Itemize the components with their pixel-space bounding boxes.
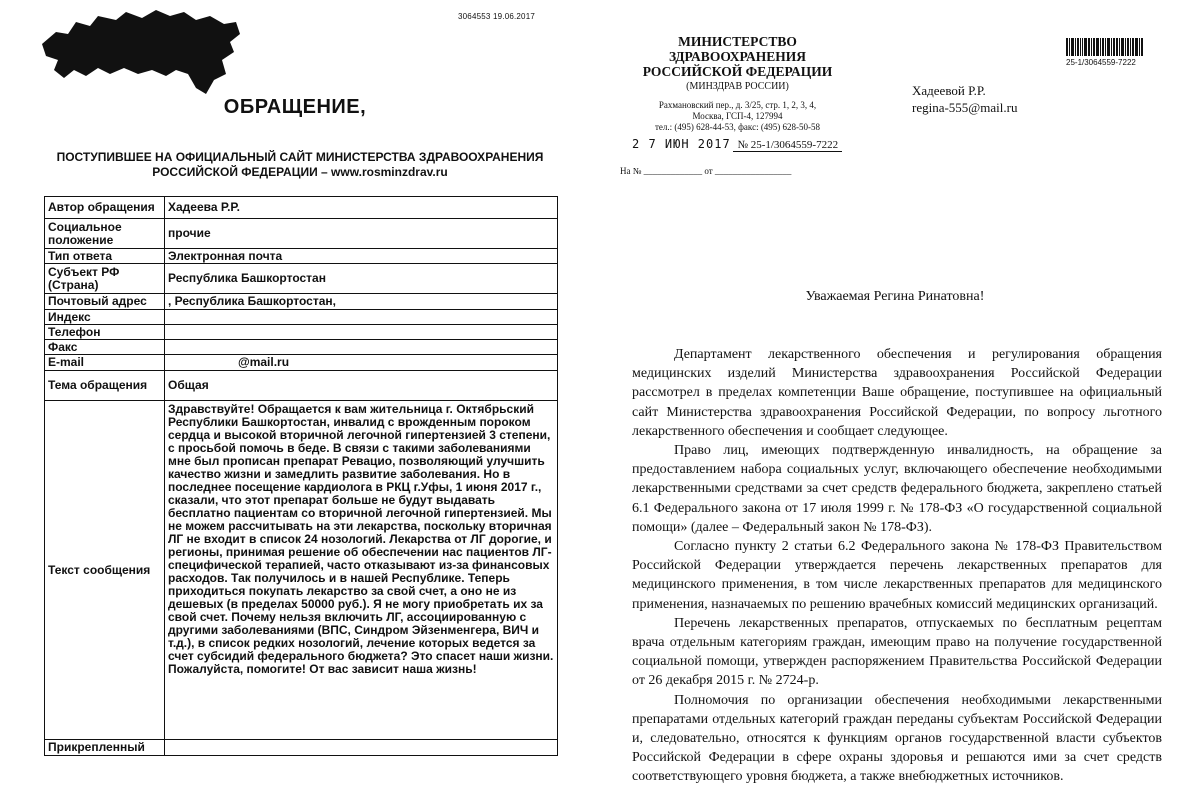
- form-row-subject: [45, 264, 558, 294]
- recipient-block: [912, 82, 1017, 116]
- form-row-phone: [45, 325, 558, 340]
- registration-date: 2 7 ИЮН 2017: [632, 137, 731, 151]
- paragraph: Право лиц, имеющих подтвержденную инвалидность, на обращение за предоставлением набора социальных услуг, включающего обеспечение необходимыми лекарственными средствами за счет средств федерального бюджета, закреплено статьей 6.1 Федерального закона от 17 июля 1999 г. № 178-ФЗ «О государственной социальной помощи» (далее – Федеральный закон № 178-ФЗ).: [632, 443, 1162, 535]
- form-row-address: [45, 294, 558, 310]
- reply-value: Электронная почта: [165, 249, 558, 264]
- paragraph: Полномочия по организации обеспечения необходимыми лекарственными препаратами отдельных категорий граждан переданы субъектам Российской Федерации и, следовательно, относятся к функциям органов государственной власти субъектов Российской Федерации в сфере охраны здоровья и решаются ими за счет средств соответствующего уровня бюджета, а также внебюджетных источников.: [632, 692, 1162, 785]
- attached-value: [165, 740, 558, 756]
- form-row-attached: [45, 740, 558, 756]
- index-label: Индекс: [45, 310, 165, 325]
- recipient-email: regina-555@mail.ru: [912, 100, 1018, 115]
- form-row-email: [45, 355, 558, 371]
- index-value: [165, 310, 558, 325]
- message-label: Текст сообщения: [45, 401, 165, 740]
- recipient-name: Хадеевой Р.Р.: [912, 83, 986, 98]
- registration-line: [632, 137, 842, 151]
- form-row-social: [45, 219, 558, 249]
- appeal-page: [0, 0, 590, 808]
- subject-label: Субъект РФ (Страна): [45, 264, 165, 294]
- email-label: E-mail: [45, 355, 165, 371]
- form-row-fax: [45, 340, 558, 355]
- fax-label: Факс: [45, 340, 165, 355]
- registration-number: 25-1/3064559-7222: [750, 139, 839, 151]
- appeal-subtitle: [40, 150, 560, 180]
- author-label: Автор обращения: [45, 197, 165, 219]
- email-value: [165, 355, 558, 371]
- subject-value: Республика Башкортостан: [165, 264, 558, 294]
- author-value: Хадеева Р.Р.: [165, 197, 558, 219]
- attached-label: Прикрепленный: [45, 740, 165, 756]
- reply-label: Тип ответа: [45, 249, 165, 264]
- letter-body: [632, 345, 1162, 787]
- ministry-short-name: (МИНЗДРАВ РОССИИ): [686, 81, 789, 92]
- subtitle-line-2: РОССИЙСКОЙ ФЕДЕРАЦИИ – www.rosminzdrav.ru: [152, 165, 448, 179]
- address-label: Почтовый адрес: [45, 294, 165, 310]
- barcode-icon: [1066, 38, 1158, 56]
- message-value: Здравствуйте! Обращается к вам жительница г. Октябрьский Республики Башкортостан, инвалид с врожденным пороком сердца и высокой вторичной легочной гипертензией 3 степени, с просьбой помочь в беде. В связи с такими заболеваниями мне был прописан препарат Ревацио, позволяющий улучшить качество жизни и замедлить развитие заболевания. Но в последнее посещение кардиолога в РКЦ г.Уфы, 1 июня 2017 г., сказали, что этот препарат больше не будут выдавать бесплатно пациентам со вторичной легочной гипертензией. Мы не можем рассчитывать на эти лекарства, поскольку вторичная ЛГ не входит в список 24 нозологий. Лекарства от ЛГ дорогие, и регионы, принимая решение об обеспечении нас пациентов ЛГ-специфической терапией, часто отказывают из-за финансовых расходов. Так получилось и в нашей Республике. Теперь приходиться покупать лекарство за свой счет, а оно не из дешевых (в пределах 50000 руб.). Я не могу приобретать их за свой счет. Почему нельзя включить ЛГ, ассоциированную с другими заболеваниями (ВПС, Синдром Эйзенменгера, ВИЧ и т.д.), в список редких нозологий, лечение которых ведется за счет субсидий федерального бюджета? Это спасет наши жизни. Пожалуйста, помогите! От вас зависит наша жизнь!: [165, 401, 558, 740]
- russia-map-logo: [38, 4, 243, 100]
- appeal-form-table: [44, 196, 558, 756]
- topic-value: Общая: [165, 371, 558, 401]
- fax-value: [165, 340, 558, 355]
- registration-stamp: 3064553 19.06.2017: [458, 12, 536, 21]
- subtitle-line-1: ПОСТУПИВШЕЕ НА ОФИЦИАЛЬНЫЙ САЙТ МИНИСТЕРСТВА ЗДРАВООХРАНЕНИЯ: [56, 150, 544, 164]
- form-row-reply: [45, 249, 558, 264]
- form-row-topic: [45, 371, 558, 401]
- address-value: , Республика Башкортостан,: [165, 294, 558, 310]
- ministry-address: [610, 100, 865, 133]
- social-label: Социальное положение: [45, 219, 165, 249]
- greeting: Уважаемая Регина Ринатовна!: [805, 289, 985, 304]
- form-row-index: [45, 310, 558, 325]
- social-value: прочие: [165, 219, 558, 249]
- address-line-1: Рахмановский пер., д. 3/25, стр. 1, 2, 3, 4,: [658, 100, 817, 110]
- email-value-text: @mail.ru: [238, 355, 290, 369]
- address-line-3: тел.: (495) 628-44-53, факс: (495) 628-50-58: [654, 122, 821, 132]
- paragraph: Согласно пункту 2 статьи 6.2 Федерального закона № 178-ФЗ Правительством Российской Федерации утверждается перечень лекарственных препаратов для медицинского применения, в том числе лекарственных препаратов для медицинского применения, назначаемых по решению врачебных комиссий медицинских организаций.: [632, 539, 1162, 612]
- ministry-reply-page: [590, 0, 1200, 808]
- form-row-message: [45, 401, 558, 740]
- phone-value: [165, 325, 558, 340]
- registration-number-sign: №: [737, 139, 748, 151]
- appeal-title: ОБРАЩЕНИЕ,: [223, 96, 367, 118]
- barcode-number: 25-1/3064559-7222: [1066, 58, 1136, 67]
- paragraph: Перечень лекарственных препаратов, отпускаемых по бесплатным рецептам врача отдельным категориям граждан, имеющим право на получение государственной социальной помощи, утвержден распоряжением Правительства Российской Федерации от 26 декабря 2015 г. № 2724-р.: [632, 615, 1162, 689]
- ministry-name-line-2: ЗДРАВООХРАНЕНИЯ: [668, 49, 807, 64]
- reference-line: На № _____________ от _________________: [620, 166, 792, 176]
- form-row-author: [45, 197, 558, 219]
- ministry-header: [610, 34, 865, 94]
- topic-label: Тема обращения: [45, 371, 165, 401]
- ministry-name-line-1: МИНИСТЕРСТВО: [678, 34, 797, 49]
- ministry-name-line-3: РОССИЙСКОЙ ФЕДЕРАЦИИ: [642, 64, 833, 79]
- paragraph: Департамент лекарственного обеспечения и регулирования обращения медицинских изделий Министерства здравоохранения Российской Федерации рассмотрел в пределах компетенции Ваше обращение, поступившее на официальный сайт Министерства здравоохранения Российской Федерации, по вопросу льготного лекарственного обеспечения и сообщает следующее.: [632, 347, 1162, 439]
- phone-label: Телефон: [45, 325, 165, 340]
- address-line-2: Москва, ГСП-4, 127994: [692, 111, 783, 121]
